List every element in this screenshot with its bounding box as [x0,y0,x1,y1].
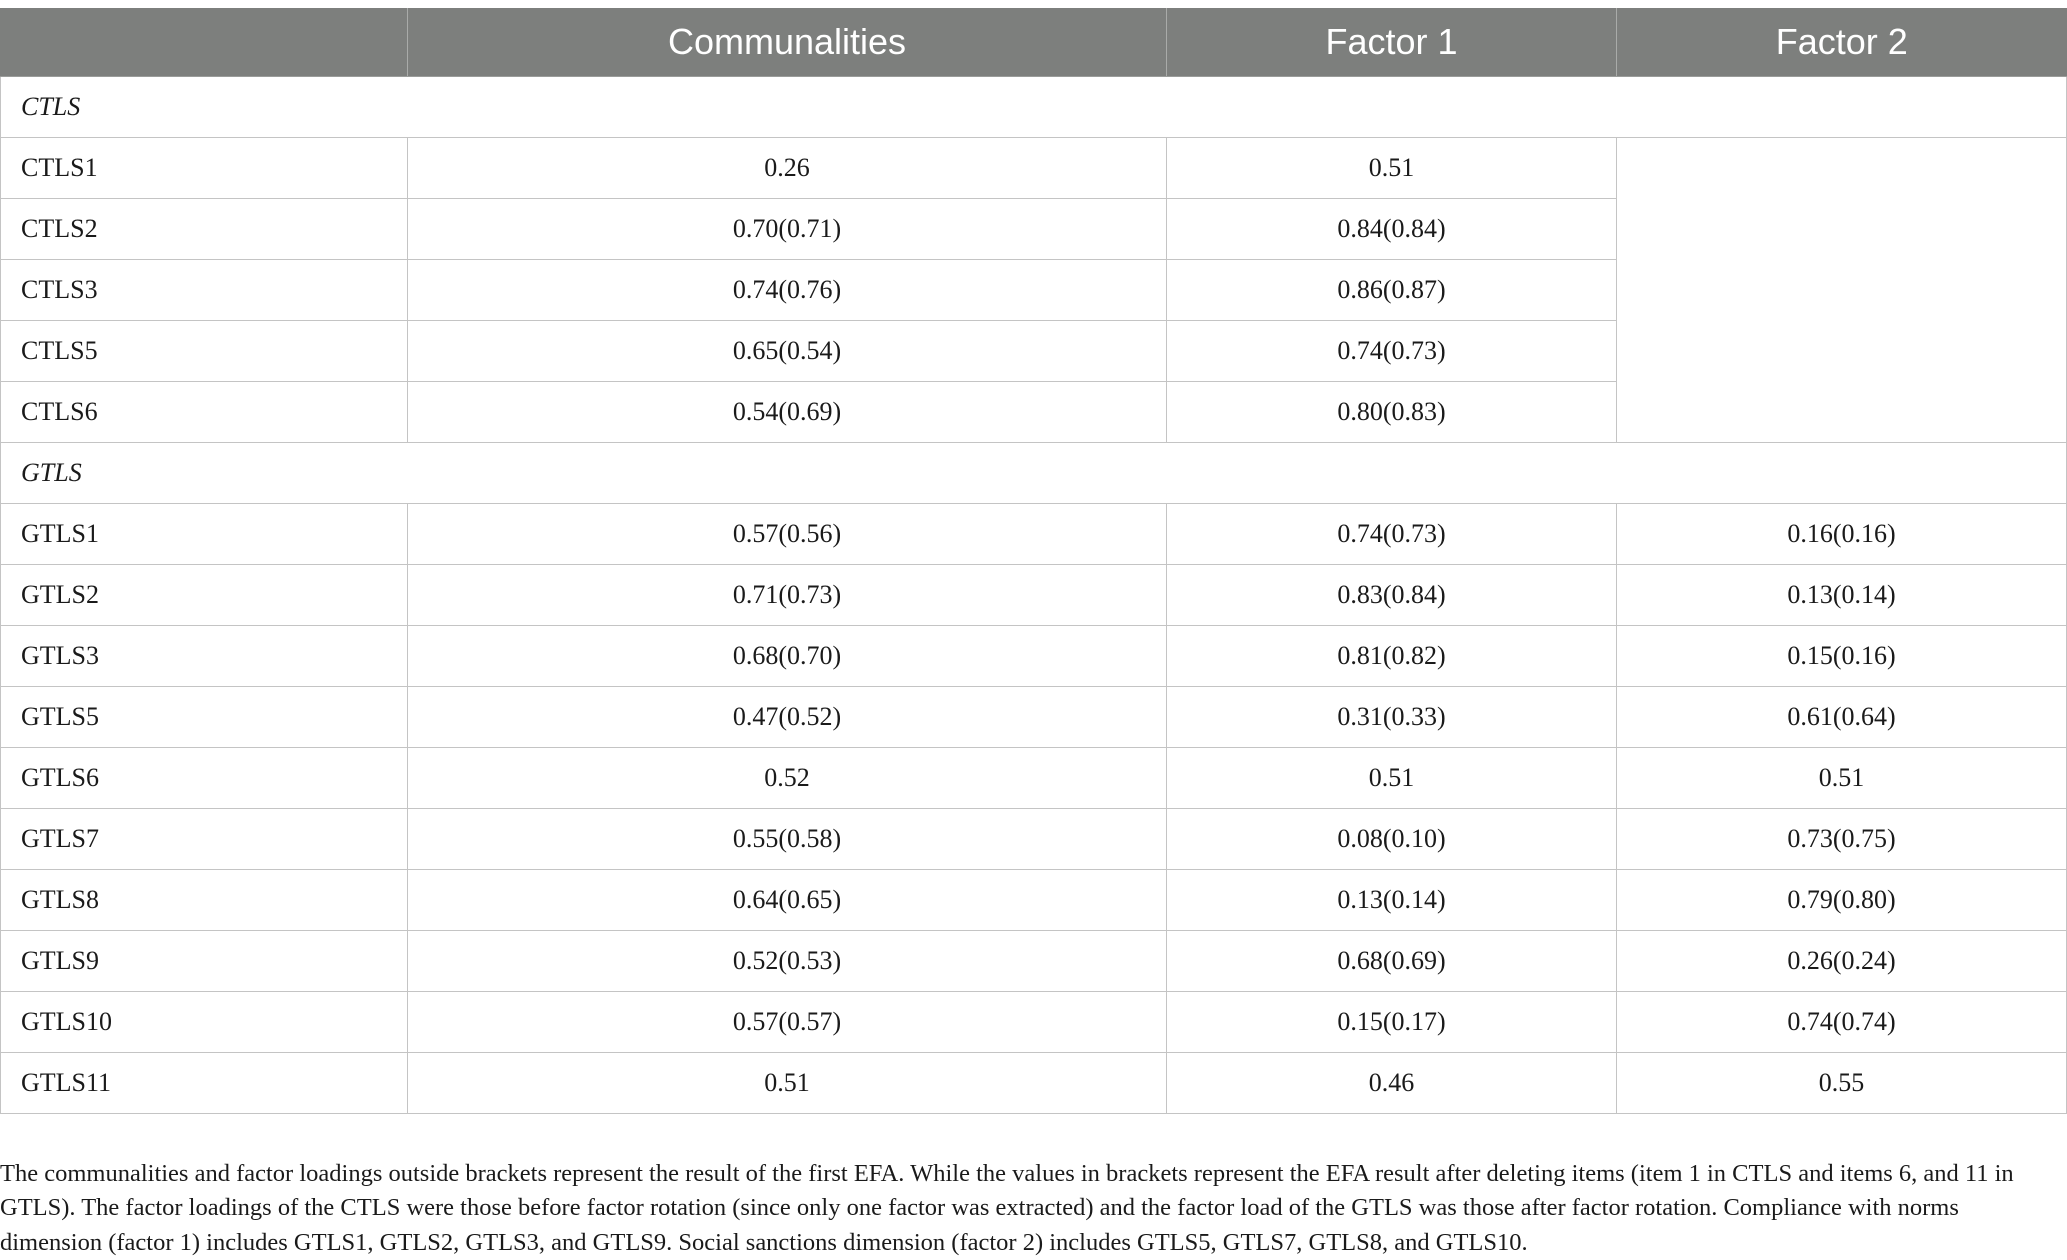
efa-table-container [0,8,2066,1114]
cell-factor-1: 0.13(0.14) [1167,870,1617,931]
header-row [1,8,2067,77]
cell-factor-1: 0.86(0.87) [1167,260,1617,321]
cell-factor-1: 0.80(0.83) [1167,382,1617,443]
cell-communalities: 0.71(0.73) [408,565,1167,626]
table-footnote: The communalities and factor loadings outside brackets represent the result of the first EFA. While the values in brackets represent the EFA result after deleting items (item 1 in CTLS and items 6, and 11 in GTLS). The factor loadings of the CTLS were those before factor rotation (since only one factor was extracted) and the factor load of the GTLS was those after factor rotation. Compliance with norms dimension (factor 1) includes GTLS1, GTLS2, GTLS3, and GTLS9. Social sanctions dimension (factor 2) includes GTLS5, GTLS7, GTLS8, and GTLS10. [0,1157,2040,1260]
cell-factor-2: 0.79(0.80) [1617,870,2067,931]
row-label: GTLS11 [1,1053,408,1114]
cell-factor-1: 0.68(0.69) [1167,931,1617,992]
cell-factor-1: 0.83(0.84) [1167,565,1617,626]
table-row [1,992,2067,1053]
table-body [1,77,2067,1114]
row-label: CTLS1 [1,138,408,199]
table-row [1,138,2067,199]
cell-factor-1: 0.15(0.17) [1167,992,1617,1053]
cell-communalities: 0.47(0.52) [408,687,1167,748]
header-communalities: Communalities [408,8,1167,77]
row-label: GTLS7 [1,809,408,870]
cell-communalities: 0.26 [408,138,1167,199]
row-label: CTLS5 [1,321,408,382]
cell-factor-1: 0.51 [1167,138,1617,199]
cell-factor-2: 0.13(0.14) [1617,565,2067,626]
table-row [1,687,2067,748]
cell-factor-1: 0.74(0.73) [1167,321,1617,382]
cell-factor-2: 0.61(0.64) [1617,687,2067,748]
section-row-gtls [1,443,2067,504]
cell-communalities: 0.55(0.58) [408,809,1167,870]
row-label: GTLS6 [1,748,408,809]
cell-communalities: 0.51 [408,1053,1167,1114]
table-header [1,8,2067,77]
cell-communalities: 0.57(0.56) [408,504,1167,565]
table-row [1,504,2067,565]
cell-factor-2-empty [1617,138,2067,443]
cell-communalities: 0.74(0.76) [408,260,1167,321]
section-title: CTLS [1,77,2067,138]
cell-factor-2: 0.26(0.24) [1617,931,2067,992]
table-row [1,931,2067,992]
cell-factor-2: 0.51 [1617,748,2067,809]
row-label: GTLS3 [1,626,408,687]
cell-factor-2: 0.73(0.75) [1617,809,2067,870]
cell-factor-1: 0.51 [1167,748,1617,809]
cell-communalities: 0.64(0.65) [408,870,1167,931]
cell-factor-2: 0.74(0.74) [1617,992,2067,1053]
cell-factor-1: 0.08(0.10) [1167,809,1617,870]
section-title: GTLS [1,443,2067,504]
section-row-ctls [1,77,2067,138]
cell-communalities: 0.57(0.57) [408,992,1167,1053]
cell-factor-1: 0.74(0.73) [1167,504,1617,565]
cell-factor-2: 0.16(0.16) [1617,504,2067,565]
row-label: CTLS3 [1,260,408,321]
cell-factor-2: 0.55 [1617,1053,2067,1114]
table-row [1,626,2067,687]
cell-communalities: 0.68(0.70) [408,626,1167,687]
row-label: GTLS1 [1,504,408,565]
row-label: CTLS6 [1,382,408,443]
table-row [1,565,2067,626]
header-factor-1: Factor 1 [1167,8,1617,77]
cell-factor-1: 0.46 [1167,1053,1617,1114]
cell-factor-1: 0.31(0.33) [1167,687,1617,748]
row-label: GTLS9 [1,931,408,992]
cell-communalities: 0.70(0.71) [408,199,1167,260]
row-label: GTLS10 [1,992,408,1053]
cell-factor-2: 0.15(0.16) [1617,626,2067,687]
table-row [1,1053,2067,1114]
row-label: CTLS2 [1,199,408,260]
table-row [1,809,2067,870]
header-item [1,8,408,77]
cell-communalities: 0.65(0.54) [408,321,1167,382]
row-label: GTLS5 [1,687,408,748]
row-label: GTLS8 [1,870,408,931]
row-label: GTLS2 [1,565,408,626]
table-row [1,748,2067,809]
efa-results-table [0,8,2067,1114]
cell-communalities: 0.54(0.69) [408,382,1167,443]
cell-communalities: 0.52 [408,748,1167,809]
cell-factor-1: 0.84(0.84) [1167,199,1617,260]
cell-communalities: 0.52(0.53) [408,931,1167,992]
header-factor-2: Factor 2 [1617,8,2067,77]
table-row [1,870,2067,931]
cell-factor-1: 0.81(0.82) [1167,626,1617,687]
